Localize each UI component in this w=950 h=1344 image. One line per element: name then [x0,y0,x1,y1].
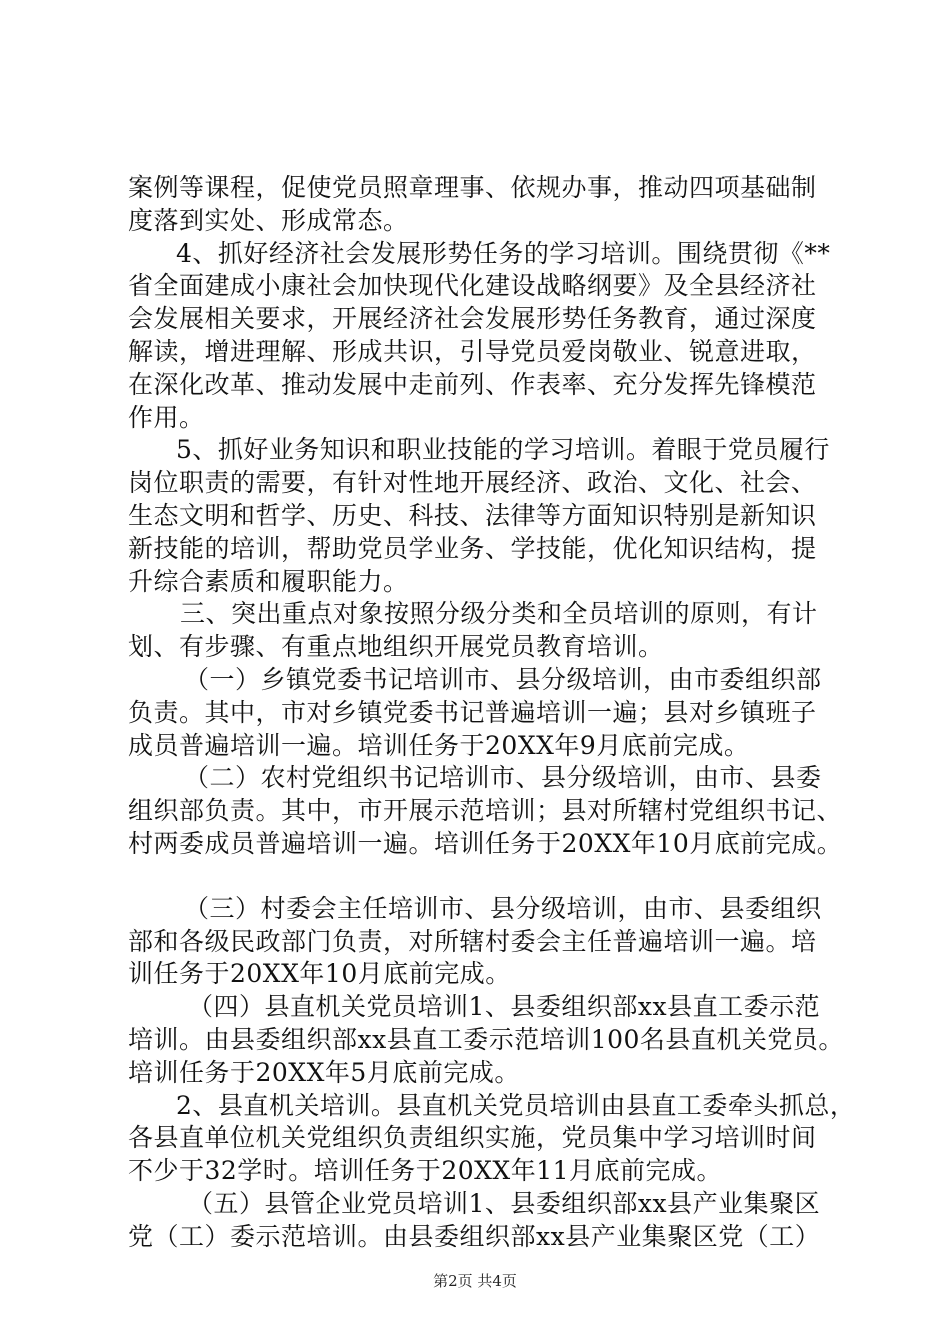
text-line: 三、突出重点对象按照分级分类和全员培训的原则，有计 [180,599,818,629]
text-line: 负责。其中，市对乡镇党委书记普遍培训一遍；县对乡镇班子 [128,697,817,727]
text-line: 度落到实处、形成常态。 [128,205,409,235]
text-line: 作用。 [128,402,205,432]
paragraph-gap [128,861,844,893]
text-line: 培训。由县委组织部xx县直工委示范培训100名县直机关党员。 [128,1024,844,1054]
text-line: （三）村委会主任培训市、县分级培训，由市、县委组织 [184,893,822,923]
text-line: 训任务于20XX年10月底前完成。 [128,959,511,989]
text-line: 4、抓好经济社会发展形势任务的学习培训。围绕贯彻《** [176,238,831,268]
text-line: 新技能的培训，帮助党员学业务、学技能，优化知识结构，提 [128,533,817,563]
text-line: 部和各级民政部门负责，对所辖村委会主任普遍培训一遍。培 [128,926,817,956]
text-line: 划、有步骤、有重点地组织开展党员教育培训。 [128,632,664,662]
text-line: 组织部负责。其中，市开展示范培训；县对所辖村党组织书记、 [128,796,843,826]
text-line: 会发展相关要求，开展经济社会发展形势任务教育，通过深度 [128,304,817,334]
text-line: 案例等课程，促使党员照章理事、依规办事，推动四项基础制 [128,173,817,202]
page-number-footer: 第2页 共4页 [433,1272,517,1290]
text-line: 党（工）委示范培训。由县委组织部xx县产业集聚区党（工） [128,1221,821,1251]
text-line: 村两委成员普遍培训一遍。培训任务于20XX年10月底前完成。 [128,828,843,858]
text-line: 在深化改革、推动发展中走前列、作表率、充分发挥先锋模范 [128,369,817,399]
text-line: 生态文明和哲学、历史、科技、法律等方面知识特别是新知识 [128,500,817,530]
text-line: 培训任务于20XX年5月底前完成。 [128,1057,520,1087]
text-line: 成员普遍培训一遍。培训任务于20XX年9月底前完成。 [128,730,750,760]
text-line: 岗位职责的需要，有针对性地开展经济、政治、文化、社会、 [128,468,817,498]
text-line: 各县直单位机关党组织负责组织实施，党员集中学习培训时间 [128,1123,817,1153]
text-line: 解读，增进理解、形成共识，引导党员爱岗敬业、锐意进取， [128,336,817,366]
document-body [128,172,856,1254]
text-line: 5、抓好业务知识和职业技能的学习培训。着眼于党员履行 [176,435,830,465]
text-line: （五）县管企业党员培训1、县委组织部xx县产业集聚区 [188,1188,821,1218]
text-line: （四）县直机关党员培训1、县委组织部xx县直工委示范 [188,992,821,1022]
text-line: 省全面建成小康社会加快现代化建设战略纲要》及全县经济社 [128,271,817,301]
text-line: 不少于32学时。培训任务于20XX年11月底前完成。 [128,1156,723,1186]
text-line: （一）乡镇党委书记培训市、县分级培训，由市委组织部 [184,664,822,694]
text-line: 升综合素质和履职能力。 [128,566,409,596]
text-line: （二）农村党组织书记培训市、县分级培训，由市、县委 [184,763,822,793]
text-line: 2、县直机关培训。县直机关党员培训由县直工委牵头抓总， [176,1090,856,1120]
